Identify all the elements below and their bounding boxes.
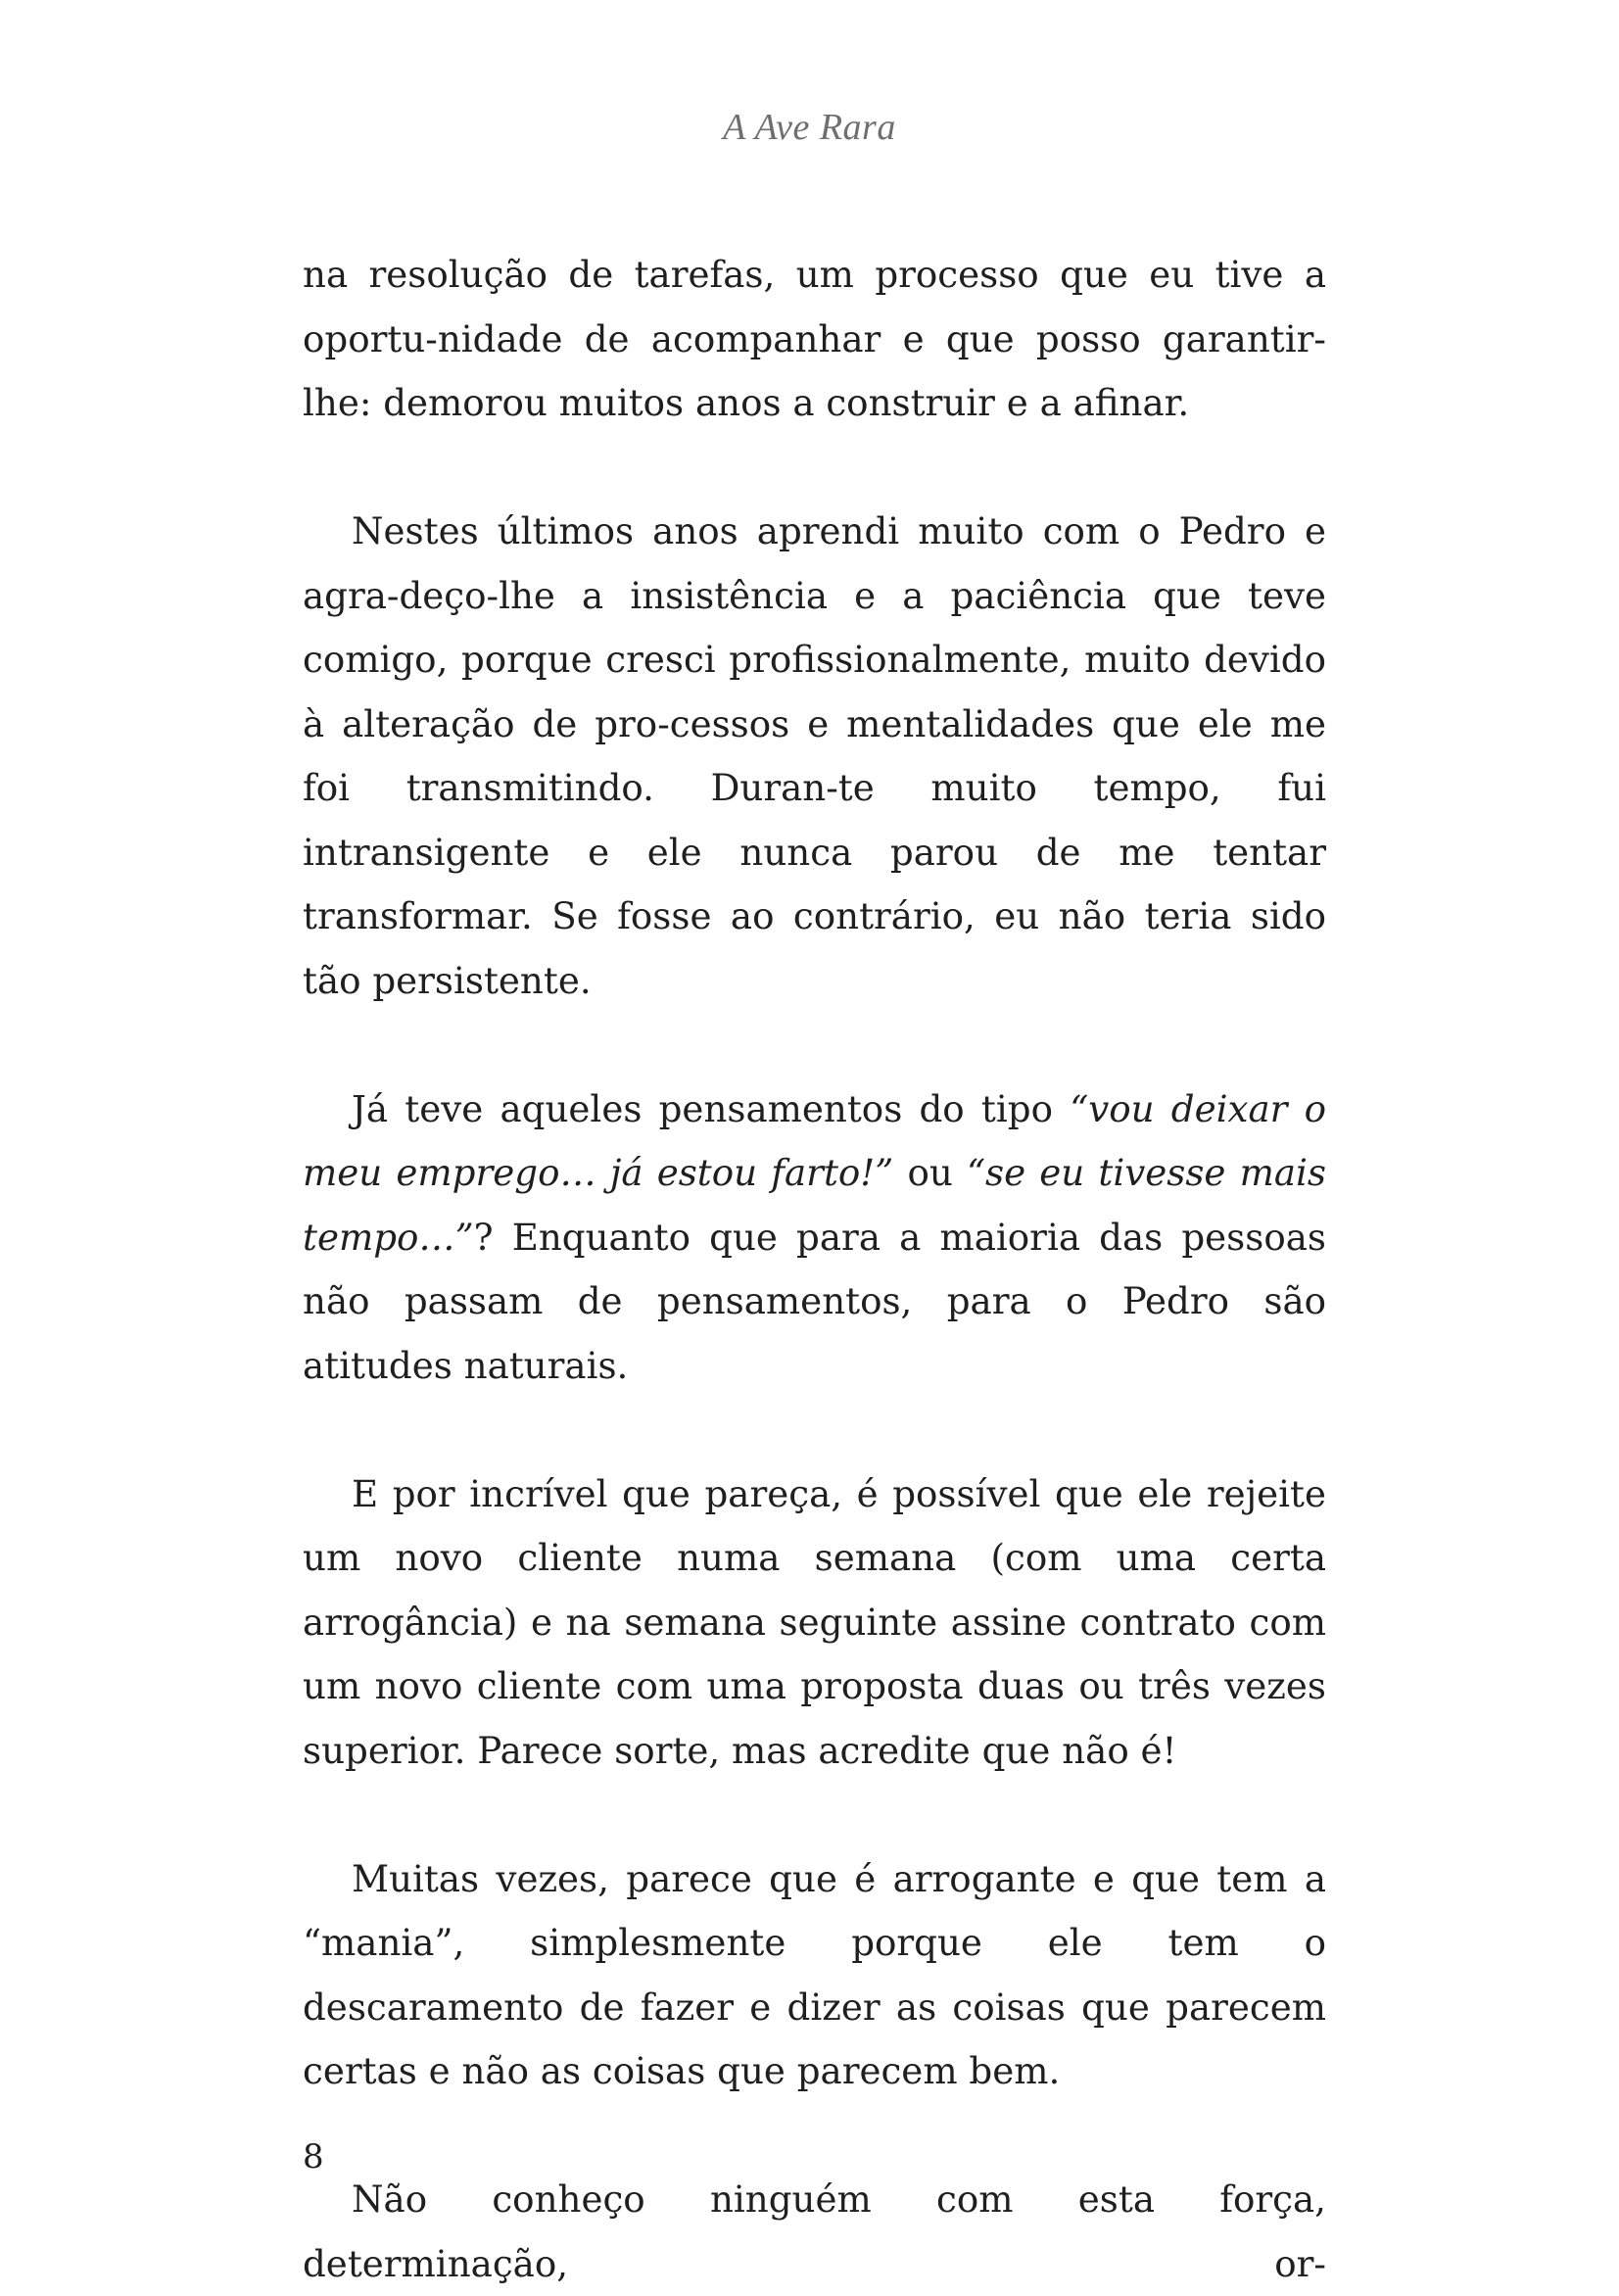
paragraph-4: E por incrível que pareça, é possível que ele rejeite um novo cliente numa semana (com uma certa arrogância) e na semana seguinte assine contrato com um novo cliente com uma proposta duas ou três vezes superior. Parece sorte, mas acredite que não é!: [303, 1471, 1326, 1772]
quote-leaving-job: “vou deixar o meu emprego… já estou farto!”: [303, 1086, 1327, 1194]
paragraph-1: na resolução de tarefas, um processo que eu tive a oportu-nidade de acompanhar e que posso garantir-lhe: demorou muitos anos a construir e a afinar.: [303, 253, 1326, 424]
paragraph-6: Não conheço ninguém com esta força, determinação, or-: [303, 2177, 1326, 2285]
quote-more-time: “se eu tivesse mais tempo…”: [303, 1151, 1327, 1259]
running-header-title: A Ave Rara: [723, 107, 896, 148]
page-number: 8: [303, 2137, 324, 2176]
paragraph-3-rest: ? Enquanto que para a maioria das pessoas não passam de pensamentos, para o Pedro são atitudes naturais.: [303, 1215, 1326, 1387]
paragraph-2: Nestes últimos anos aprendi muito com o Pedro e agra-deço-lhe a insistência e a paciência que teve comigo, porque cresci profissionalmente, muito devido à alteração de pro-cessos e mentalidades que ele me foi transmitindo. Duran-te muito tempo, fui intransigente e ele nunca parou de me tentar transformar. Se fosse ao contrário, eu não teria sido tão persistente.: [303, 509, 1326, 1002]
paragraph-3-connector: ou: [893, 1151, 967, 1194]
paragraph-5: Muitas vezes, parece que é arrogante e que tem a “mania”, simplesmente porque ele tem o descaramento de fazer e dizer as coisas que parecem certas e não as coisas que parecem bem.: [303, 1856, 1326, 2092]
paragraph-3-text: Já teve aqueles pensamentos do tipo: [352, 1086, 1071, 1130]
paragraph-3: [303, 1077, 1326, 1399]
body-text: [303, 243, 1326, 2296]
